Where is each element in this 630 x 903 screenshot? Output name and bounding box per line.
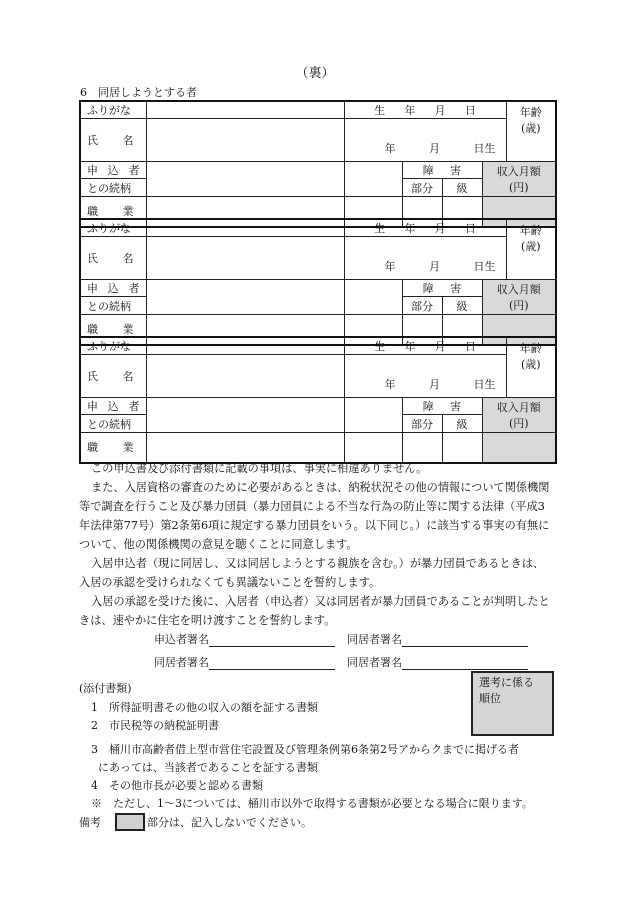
blank-cell xyxy=(344,398,402,433)
relation-label: 申 込 者 xyxy=(80,280,146,297)
disability-part-label: 部分 xyxy=(402,415,442,433)
relation-label: 申 込 者 xyxy=(80,162,146,179)
dob-header: 生 年 月 日 xyxy=(344,219,506,237)
dob-field[interactable]: 年 月 日生 xyxy=(344,355,506,398)
attachment-item-2: 2 市民税等の納税証明書 xyxy=(91,719,219,732)
name-field[interactable] xyxy=(146,355,344,398)
relation-label: 申 込 者 xyxy=(80,398,146,415)
cohabitant-table xyxy=(79,218,557,346)
cohabitant-signature-field[interactable] xyxy=(402,631,528,647)
furigana-label: ふりがな xyxy=(80,219,146,237)
attachment-note: ※ ただし、1～3については、桶川市以外で取得する書類が必要となる場合に限ります。 xyxy=(91,797,533,810)
relation-label-line2: との続柄 xyxy=(80,297,146,315)
gray-swatch xyxy=(115,813,145,831)
relation-field[interactable] xyxy=(146,162,344,197)
dob-header: 生 年 月 日 xyxy=(344,101,506,119)
disability-grade-label: 級 xyxy=(442,179,482,197)
attachment-item-4: 4 その他市長が必要と認める書類 xyxy=(91,779,263,792)
dob-header: 生 年 月 日 xyxy=(344,337,506,355)
blank-cell xyxy=(344,280,402,315)
remarks-text: 部分は、記入しないでください。 xyxy=(147,816,312,829)
age-field[interactable]: 年齢 (歳) xyxy=(506,219,556,280)
attachment-item-3: 3 桶川市高齢者借上型市営住宅設置及び管理条例第6条第2号アからクまでに掲げる者 xyxy=(91,743,519,756)
income-header: 収入月額 (円) xyxy=(482,398,556,433)
cohabitant-signature-field[interactable] xyxy=(209,654,335,670)
relation-label-line2: との続柄 xyxy=(80,415,146,433)
page-title: （裏） xyxy=(295,66,335,81)
cohabitant-table xyxy=(79,100,557,228)
occupation-field[interactable] xyxy=(146,433,344,463)
income-field xyxy=(482,433,556,463)
remarks-label: 備考 xyxy=(79,816,101,829)
name-label: 氏 名 xyxy=(80,119,146,162)
cohabitant-signature-label: 同居者署名 xyxy=(154,656,209,669)
selection-rank-box xyxy=(471,671,554,736)
cohabitant-signature-label: 同居者署名 xyxy=(347,633,402,646)
name-label: 氏 名 xyxy=(80,237,146,280)
name-label: 氏 名 xyxy=(80,355,146,398)
declaration-paragraph-3: 入居申込者（現に同居し、又は同居しようとする親族を含む。）が暴力団員であるときは、入居の承認を受けられなくても異議ないことを誓約します。 xyxy=(79,557,545,589)
dob-field[interactable]: 年 月 日生 xyxy=(344,237,506,280)
cohabitant-table xyxy=(79,336,557,464)
dob-field[interactable]: 年 月 日生 xyxy=(344,119,506,162)
income-header: 収入月額 (円) xyxy=(482,280,556,315)
relation-field[interactable] xyxy=(146,398,344,433)
relation-label-line2: との続柄 xyxy=(80,179,146,197)
disability-part-field[interactable] xyxy=(402,433,442,463)
rank-box-label: 選考に係る xyxy=(479,676,534,689)
furigana-field[interactable] xyxy=(146,219,344,237)
signature-row-2 xyxy=(154,654,528,670)
rank-box-label-2: 順位 xyxy=(479,692,501,705)
attachment-item-3-cont: にあっては、当該者であることを証する書類 xyxy=(98,761,318,774)
applicant-signature-label: 申込者署名 xyxy=(154,633,209,646)
disability-header: 障 害 xyxy=(402,280,482,297)
furigana-field[interactable] xyxy=(146,337,344,355)
declaration-paragraph-4: 入居の承認を受けた後に、入居者（申込者）又は同居者が暴力団員であることが判明したときは、速やかに住宅を明け渡すことを誓約します。 xyxy=(79,595,550,627)
blank-cell xyxy=(344,162,402,197)
disability-part-label: 部分 xyxy=(402,179,442,197)
occupation-label: 職 業 xyxy=(80,197,146,227)
disability-header: 障 害 xyxy=(402,398,482,415)
furigana-field[interactable] xyxy=(146,101,344,119)
declaration-paragraph-2: また、入居資格の審査のために必要があるときは、納税状況その他の情報について関係機関等で調査を行うこと及び暴力団員（暴力団員による不当な行為の防止等に関する法律（平成3年法律第77号）第2条第6項に規定する暴力団員をいう。以下同じ。）に該当する事実の有無について、他の関係機関の意見を聴くことに同意します。 xyxy=(79,481,550,551)
disability-grade-label: 級 xyxy=(442,415,482,433)
declaration-paragraph-1: この申込書及び添付書類に記載の事項は、事実に相違ありません。 xyxy=(91,462,428,475)
income-header: 収入月額 (円) xyxy=(482,162,556,197)
signature-row-1 xyxy=(154,631,528,647)
occupation-label: 職 業 xyxy=(80,315,146,345)
name-field[interactable] xyxy=(146,119,344,162)
age-field[interactable]: 年齢 (歳) xyxy=(506,101,556,162)
age-field[interactable]: 年齢 (歳) xyxy=(506,337,556,398)
cohabitant-signature-label: 同居者署名 xyxy=(347,656,402,669)
remarks xyxy=(79,813,312,831)
name-field[interactable] xyxy=(146,237,344,280)
blank-cell xyxy=(344,433,402,463)
furigana-label: ふりがな xyxy=(80,101,146,119)
cohabitant-signature-field[interactable] xyxy=(402,654,528,670)
disability-header: 障 害 xyxy=(402,162,482,179)
declaration-text xyxy=(79,459,555,630)
furigana-label: ふりがな xyxy=(80,337,146,355)
section-heading: 6 同居しようとする者 xyxy=(80,86,197,99)
applicant-signature-field[interactable] xyxy=(209,631,335,647)
disability-grade-field[interactable] xyxy=(442,433,482,463)
occupation-label: 職 業 xyxy=(80,433,146,463)
disability-part-label: 部分 xyxy=(402,297,442,315)
disability-grade-label: 級 xyxy=(442,297,482,315)
attachment-item-1: 1 所得証明書その他の収入の額を証する書類 xyxy=(91,701,318,714)
attachments-heading: (添付書類) xyxy=(79,682,132,695)
relation-field[interactable] xyxy=(146,280,344,315)
